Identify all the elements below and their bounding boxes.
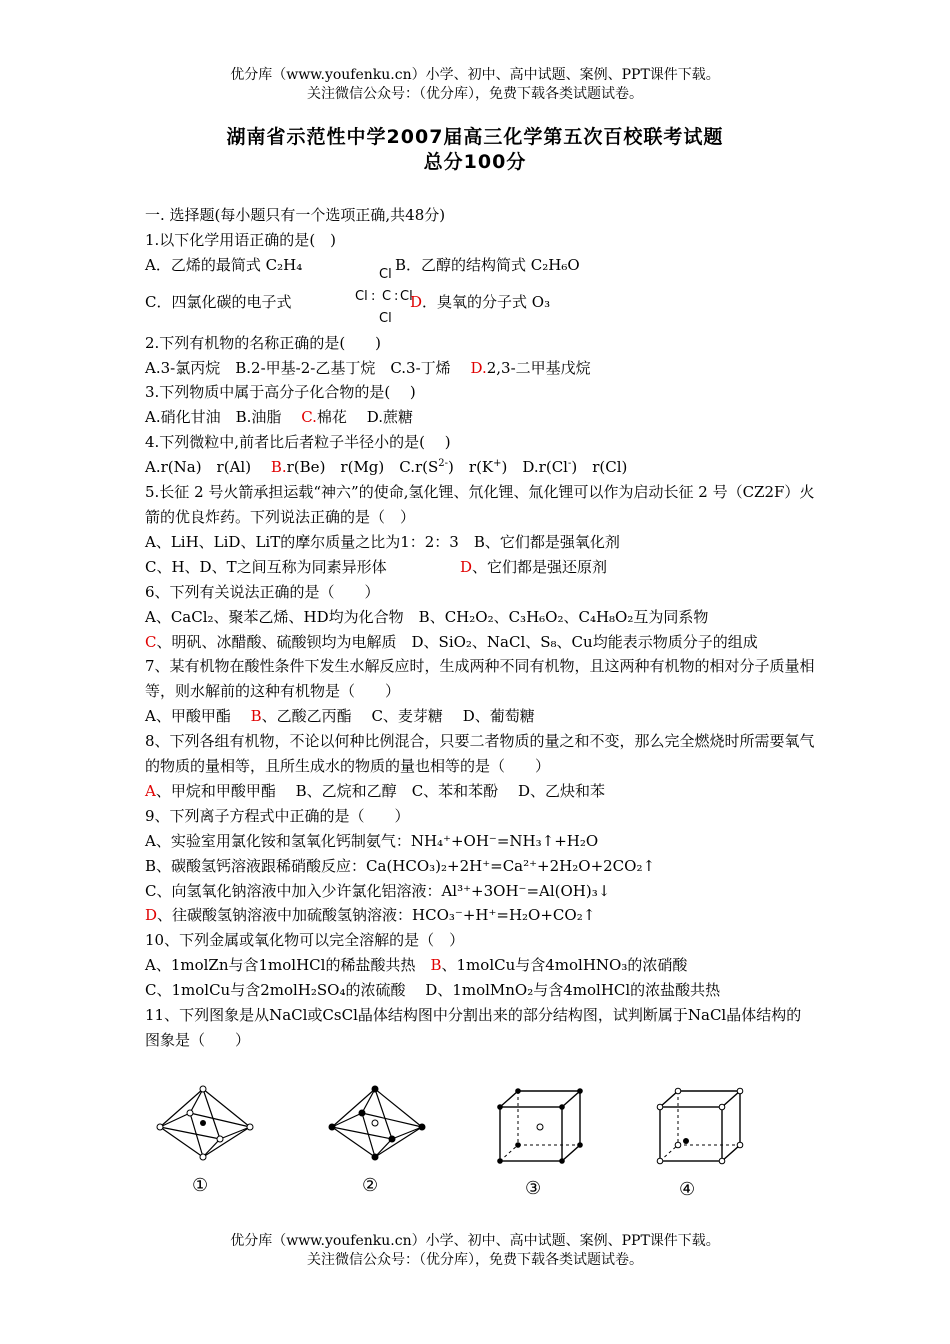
header-line-1: 优分库（www.youfenku.cn）小学、初中、高中试题、案例、PPT课件下载。 (230, 67, 720, 83)
q10-options-ab: A、1molZn与含1molHCl的稀盐酸共热 B、1molCu与含4molHNO₃的浓硝酸 (145, 956, 688, 975)
q1-options-cd (145, 290, 815, 315)
crystal-label-4: ④ (679, 1179, 696, 1200)
crystal-figure-3 (492, 1085, 592, 1205)
q6-options-ab: A、CaCl₂、聚苯乙烯、HD均为化合物 B、CH₂O₂、C₃H₆O₂、C₄H₈O₂互为同系物 (145, 607, 709, 626)
q5-options-ab: A、LiH、LiD、LiT的摩尔质量之比为1：2：3 B、它们都是强氧化剂 (145, 532, 620, 551)
q1-stem: 1.以下化学用语正确的是( ) (145, 230, 337, 249)
lewis-colon-left: : (371, 289, 376, 304)
lewis-cl-left: Cl (355, 289, 368, 304)
crystal-label-2: ② (362, 1175, 379, 1196)
q4-stem: 4.下列微粒中,前者比后者粒子半径小的是( ) (145, 433, 451, 452)
q3-stem: 3.下列物质中属于高分子化合物的是( ) (145, 383, 416, 402)
lewis-c: C (382, 289, 392, 304)
q10-stem: 10、下列金属或氧化物可以完全溶解的是（ ） (145, 931, 465, 950)
q1-option-b: B．乙醇的结构简式 C₂H₆O (395, 255, 580, 274)
exam-title: 湖南省示范性中学2007届高三化学第五次百校联考试题 (226, 126, 724, 148)
q7-stem: 7、某有机物在酸性条件下发生水解反应时，生成两种不同有机物，且这两种有机物的相对分子质量相等，则水解前的这种有机物是（ ） (145, 657, 815, 701)
header-line-2: 关注微信公众号：（优分库），免费下载各类试题试卷。 (307, 86, 643, 102)
q6-stem: 6、下列有关说法正确的是（ ） (145, 582, 380, 601)
crystal-figure-2 (322, 1085, 432, 1205)
q9-stem: 9、下列离子方程式中正确的是（ ） (145, 806, 410, 825)
q1-option-c: C．四氯化碳的电子式 (145, 292, 292, 311)
q9-option-a: A、实验室用氯化铵和氢氧化钙制氨气：NH₄⁺+OH⁻=NH₃↑+H₂O (145, 831, 599, 850)
crystal-label-1: ① (192, 1175, 209, 1196)
q5-options-cd: C、H、D、T之间互称为同素异形体 D、它们都是强还原剂 (145, 557, 608, 576)
q9-option-c: C、向氢氧化钠溶液中加入少许氯化铝溶液：Al³⁺+3OH⁻=Al(OH)₃↓ (145, 881, 611, 900)
crystal-figure-1 (150, 1085, 260, 1205)
crystal-label-3: ③ (525, 1178, 542, 1199)
q10-options-cd: C、1molCu与含2molH₂SO₄的浓硫酸 D、1molMnO₂与含4molHCl的浓盐酸共热 (145, 981, 721, 1000)
lewis-cl-bottom: Cl (379, 311, 392, 326)
q5-stem: 5.长征 2 号火箭承担运载“神六”的使命,氢化锂、氘化锂、氚化锂可以作为启动长征 2 号（CZ2F）火箭的优良炸药。下列说法正确的是（ ） (145, 483, 815, 526)
q3-options: A.硝化甘油 B.油脂 C.棉花 D.蔗糖 (145, 408, 413, 427)
q7-options: A、甲酸甲酯 B、乙酸乙丙酯 C、麦芽糖 D、葡萄糖 (145, 707, 535, 726)
exam-content (145, 203, 815, 1053)
q2-stem: 2.下列有机物的名称正确的是( ) (145, 333, 382, 352)
q8-stem: 8、下列各组有机物，不论以何种比例混合，只要二者物质的量之和不变，那么完全燃烧时所需要氧气的物质的量相等，且所生成水的物质的量也相等的是（ ） (145, 732, 815, 776)
lewis-cl-right: Cl (400, 289, 413, 304)
q4-options: A.r(Na) r(Al) B.r(Be) r(Mg) $C.r(S^{2-})$ r(K+) D.r(Cl-) r(Cl) (145, 458, 628, 477)
lewis-cl-top: Cl (379, 267, 392, 282)
q1-option-d: D．臭氧的分子式 O₃ (410, 292, 551, 311)
q6-options-cd: C、明矾、冰醋酸、硫酸钡均为电解质 D、SiO₂、NaCl、S₈、Cu均能表示物质分子的组成 (145, 632, 758, 651)
q9-option-b: B、碳酸氢钙溶液跟稀硝酸反应：Ca(HCO₃)₂+2H⁺=Ca²⁺+2H₂O+2CO₂↑ (145, 856, 656, 875)
exam-total-score: 总分100分 (423, 151, 527, 173)
q1-option-a: A．乙烯的最简式 C₂H₄ (145, 255, 303, 274)
q2-options: A.3-氯丙烷 B.2-甲基-2-乙基丁烷 C.3-丁烯 D.2,3-二甲基戊烷 (145, 358, 591, 377)
q8-options: A、甲烷和甲酸甲酯 B、乙烷和乙醇 C、苯和苯酚 D、乙炔和苯 (145, 781, 605, 800)
crystal-figure-4 (652, 1085, 752, 1205)
q9-option-d: D、往碳酸氢钠溶液中加硫酸氢钠溶液：HCO₃⁻+H⁺=H₂O+CO₂↑ (145, 906, 596, 925)
footer-line-2: 关注微信公众号：（优分库），免费下载各类试题试卷。 (307, 1252, 643, 1268)
lewis-colon-right: : (394, 289, 399, 304)
section-heading: 一. 选择题(每小题只有一个选项正确,共48分) (145, 206, 446, 224)
q1-options-ab (145, 253, 815, 278)
q11-stem: 11、下列图象是从NaCl或CsCl晶体结构图中分割出来的部分结构图，试判断属于NaCl晶体结构的图象是（ ） (145, 1006, 802, 1049)
footer-line-1: 优分库（www.youfenku.cn）小学、初中、高中试题、案例、PPT课件下载。 (230, 1233, 720, 1249)
